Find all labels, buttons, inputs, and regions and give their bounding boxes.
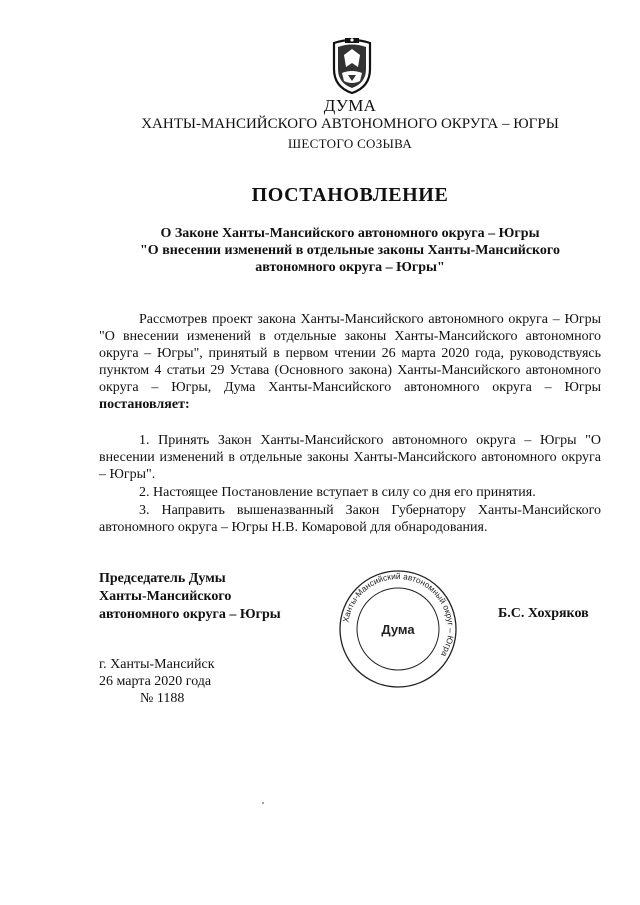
org-convocation: ШЕСТОГО СОЗЫВА: [287, 136, 413, 151]
signer-title-line: автономного округа – Югры: [99, 607, 281, 622]
preamble-paragraph: [99, 311, 601, 413]
coat-of-arms-emblem: [330, 37, 374, 95]
subject-line: автономного округа – Югры": [255, 260, 445, 275]
document-place: г. Ханты-Мансийск: [99, 657, 215, 672]
signer-title-line: Ханты-Мансийского: [99, 589, 232, 604]
resolution-items: [99, 432, 601, 536]
resolves-keyword: постановляет:: [99, 397, 190, 412]
subject-line: О Законе Ханты-Мансийского автономного округа – Югры: [160, 226, 540, 241]
stamp-ring-path-text: Ханты-Мансийский автономный округ – Югра: [340, 570, 457, 659]
subject-line: "О внесении изменений в отдельные законы Ханты-Мансийского: [140, 243, 560, 258]
document-number: № 1188: [140, 691, 185, 706]
official-stamp: [337, 568, 459, 690]
signer-name: Б.С. Хохряков: [498, 606, 589, 621]
org-name-line-2: ХАНТЫ-МАНСИЙСКОГО АВТОНОМНОГО ОКРУГА – ЮГРЫ: [141, 116, 559, 132]
document-subject: [115, 225, 585, 276]
signer-title: [99, 570, 281, 624]
resolution-item: 2. Настоящее Постановление вступает в силу со дня его принятия.: [139, 485, 536, 500]
document-type-title: ПОСТАНОВЛЕНИЕ: [251, 184, 449, 206]
stamp-center-text: Дума: [381, 622, 415, 637]
stamp-ring-text: [340, 571, 456, 659]
document-date: 26 марта 2020 года: [99, 674, 212, 689]
resolution-item: 3. Направить вышеназванный Закон Губернатору Ханты-Мансийского автономного округа – Югры Н.В. Комаровой для обнародования.: [99, 503, 601, 535]
signer-title-line: Председатель Думы: [99, 571, 226, 586]
preamble-text: Рассмотрев проект закона Ханты-Мансийского автономного округа – Югры "О внесении изменений в отдельные законы Ханты-Мансийского автономного округа – Югры", принятый в первом чтении 26 марта 2020 года, руководствуясь пунктом 4 статьи 29 Устава (Основного закона) Ханты-Мансийского автономного округа – Югры, Дума Ханты-Мансийского автономного округа – Югры: [99, 312, 601, 395]
resolution-item: 1. Принять Закон Ханты-Мансийского автономного округа – Югры "О внесении изменений в отдельные законы Ханты-Мансийского автономного округа – Югры".: [99, 433, 601, 482]
scan-speck: [262, 802, 264, 804]
place-date-number: [99, 656, 215, 707]
org-name-line-1: ДУМА: [323, 96, 377, 115]
